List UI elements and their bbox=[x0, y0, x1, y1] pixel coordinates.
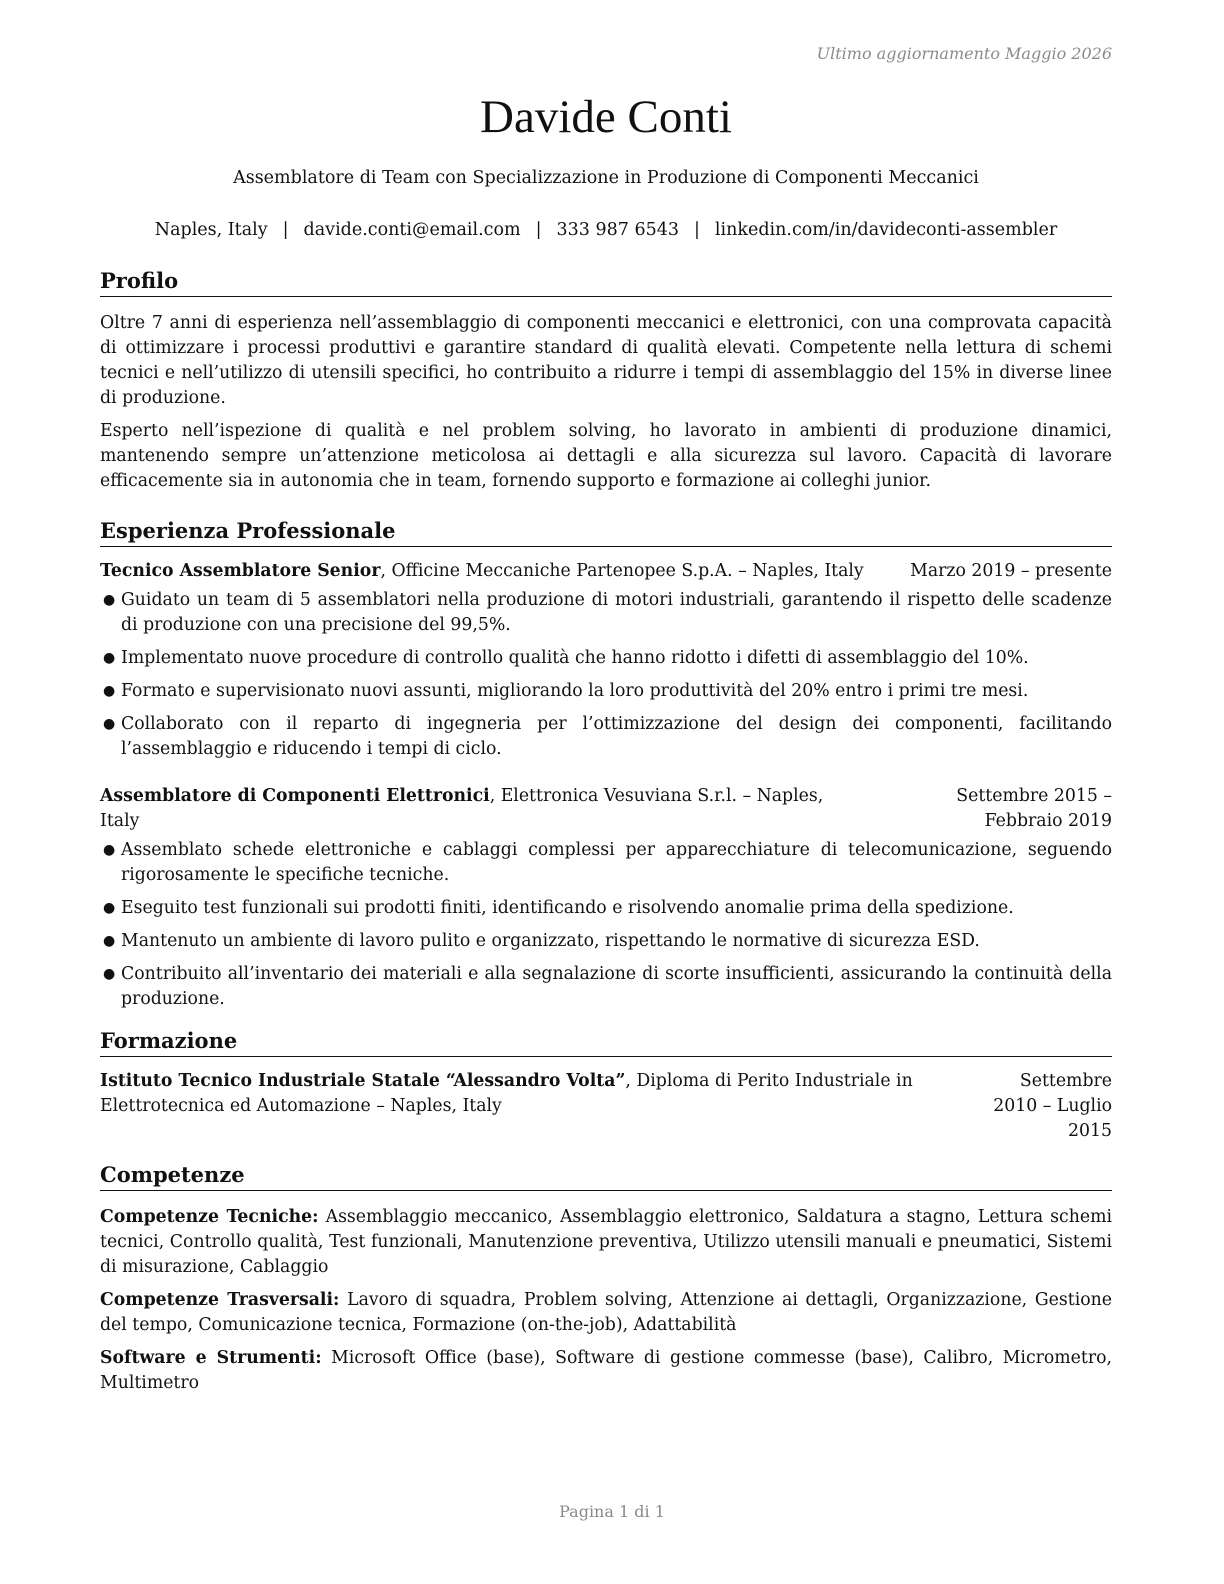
education-entry bbox=[100, 1069, 1112, 1144]
job-bullets bbox=[100, 588, 1112, 762]
list-item: ● Eseguito test funzionali sui prodotti finiti, identificando e risolvendo anomalie prima della spedizione. bbox=[100, 896, 1112, 921]
job-company: , Officine Meccaniche Partenopee S.p.A. – Naples, Italy bbox=[380, 561, 864, 581]
skill-label: Competenze Tecniche: bbox=[100, 1207, 319, 1227]
education-dates: Settembre 2010 – Luglio 2015 bbox=[993, 1071, 1112, 1141]
candidate-headline: Assemblatore di Team con Specializzazione in Produzione di Componenti Meccanici bbox=[233, 168, 979, 188]
resume-content bbox=[100, 86, 1112, 1396]
list-item: ● Implementato nuove procedure di controllo qualità che hanno ridotto i difetti di assemblaggio del 10%. bbox=[100, 646, 1112, 671]
contact-linkedin[interactable]: linkedin.com/in/davideconti-assembler bbox=[714, 220, 1058, 240]
bullet-icon: ● bbox=[103, 592, 116, 608]
section-education bbox=[100, 1028, 1112, 1144]
section-experience bbox=[100, 518, 1112, 1012]
skill-text: Microsoft Office (base), Software di gestione commesse (base), Calibro, Micrometro, Multimetro bbox=[100, 1348, 1113, 1393]
bullet-icon: ● bbox=[103, 900, 116, 916]
contact-line bbox=[100, 218, 1112, 242]
education-school: Istituto Tecnico Industriale Statale “Alessandro Volta” bbox=[100, 1071, 626, 1091]
section-skills bbox=[100, 1162, 1112, 1396]
job-header bbox=[100, 784, 1112, 834]
skill-text: Assemblaggio meccanico, Assemblaggio elettronico, Saldatura a stagno, Lettura schemi tecnici, Controllo qualità, Test funzionali, Manutenzione preventiva, Utilizzo utensili manuali e pneumatici, Sistemi di misurazione, Cablaggio bbox=[100, 1207, 1112, 1277]
page-number: Pagina 1 di 1 bbox=[559, 1502, 665, 1521]
skill-group bbox=[100, 1346, 1112, 1396]
job-role: Tecnico Assemblatore Senior bbox=[100, 561, 381, 581]
list-item: ● Contribuito all’inventario dei materiali e alla segnalazione di scorte insufficienti, assicurando la continuità della produzione. bbox=[103, 964, 1112, 1009]
contact-email[interactable]: davide.conti@email.com bbox=[303, 220, 521, 240]
list-item: ● Formato e supervisionato nuovi assunti, migliorando la loro produttività del 20% entro i primi tre mesi. bbox=[100, 679, 1112, 704]
skill-label: Competenze Trasversali: bbox=[100, 1290, 340, 1310]
bullet-icon: ● bbox=[103, 933, 116, 949]
section-title: Profilo bbox=[100, 268, 1112, 297]
skill-label: Software e Strumenti: bbox=[100, 1348, 322, 1368]
job-company: , Elettronica Vesuviana S.r.l. – Naples, Italy bbox=[100, 786, 824, 831]
bullet-icon: ● bbox=[103, 842, 116, 858]
job-entry bbox=[100, 784, 1112, 1012]
list-item: ● Guidato un team di 5 assemblatori nella produzione di motori industriali, garantendo il rispetto delle scadenze di produzione con una precisione del 99,5%. bbox=[103, 590, 1112, 635]
job-bullets bbox=[100, 838, 1112, 1012]
education-detail: , Diploma di Perito Industriale in Elettrotecnica ed Automazione – Naples, Italy bbox=[100, 1071, 913, 1116]
job-header bbox=[100, 559, 1112, 584]
job-role: Assemblatore di Componenti Elettronici bbox=[100, 786, 490, 806]
profile-paragraph: Esperto nell’ispezione di qualità e nel problem solving, ho lavorato in ambienti di produzione dinamici, mantenendo sempre un’attenzione meticolosa ai dettagli e alla sicurezza sul lavoro. Capacità di lavorare efficacemente sia in autonomia che in team, fornendo supporto e formazione ai colleghi junior. bbox=[100, 421, 1112, 491]
section-title: Formazione bbox=[100, 1028, 1112, 1057]
section-title: Esperienza Professionale bbox=[100, 518, 1112, 547]
contact-phone[interactable]: 333 987 6543 bbox=[556, 220, 679, 240]
section-title: Competenze bbox=[100, 1162, 1112, 1191]
list-item: ● Mantenuto un ambiente di lavoro pulito e organizzato, rispettando le normative di sicurezza ESD. bbox=[100, 929, 1112, 954]
contact-separator: | bbox=[535, 220, 542, 240]
bullet-icon: ● bbox=[103, 716, 116, 732]
contact-separator: | bbox=[282, 220, 289, 240]
list-item: ● Assemblato schede elettroniche e cablaggi complessi per apparecchiature di telecomunicazione, seguendo rigorosamente le specifiche tecniche. bbox=[103, 840, 1112, 885]
job-entry bbox=[100, 559, 1112, 762]
candidate-name: Davide Conti bbox=[480, 91, 732, 143]
profile-paragraph: Oltre 7 anni di esperienza nell’assemblaggio di componenti meccanici e elettronici, con una comprovata capacità di ottimizzare i processi produttivi e garantire standard di qualità elevati. Competente nella lettura di schemi tecnici e nell’utilizzo di utensili specifici, ho contribuito a ridurre i tempi di assemblaggio del 15% in diverse linee di produzione. bbox=[100, 313, 1112, 408]
bullet-icon: ● bbox=[103, 650, 116, 666]
job-dates: Settembre 2015 – Febbraio 2019 bbox=[956, 786, 1112, 831]
skill-group bbox=[100, 1288, 1112, 1338]
section-profile bbox=[100, 268, 1112, 494]
skill-text: Lavoro di squadra, Problem solving, Attenzione ai dettagli, Organizzazione, Gestione del tempo, Comunicazione tecnica, Formazione (on-the-job), Adattabilità bbox=[100, 1290, 1112, 1335]
contact-separator: | bbox=[693, 220, 700, 240]
last-updated: Ultimo aggiornamento Maggio 2026 bbox=[816, 44, 1112, 63]
list-item: ● Collaborato con il reparto di ingegneria per l’ottimizzazione del design dei componenti, facilitando l’assemblaggio e riducendo i tempi di ciclo. bbox=[103, 714, 1112, 759]
job-dates: Marzo 2019 – presente bbox=[910, 561, 1112, 581]
bullet-icon: ● bbox=[103, 683, 116, 699]
bullet-icon: ● bbox=[103, 966, 116, 982]
contact-location: Naples, Italy bbox=[154, 220, 268, 240]
skill-group bbox=[100, 1205, 1112, 1280]
